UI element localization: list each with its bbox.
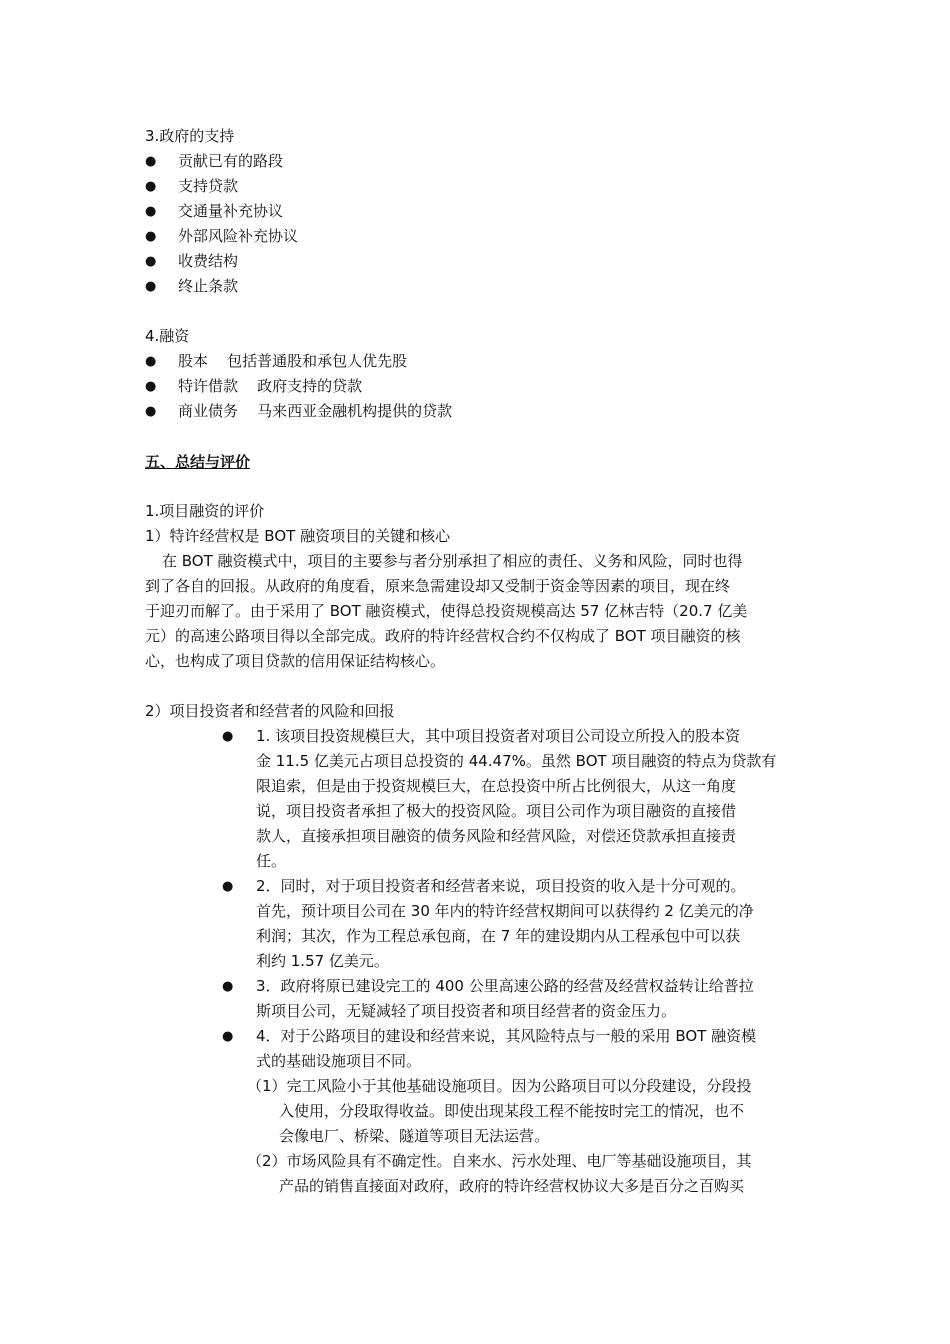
bullet-text-line: 3．政府将原已建设完工的 400 公里高速公路的经营及经营权益转让给普拉 (256, 977, 754, 995)
sub-item-line: 入使用，分段取得收益。即使出现某段工程不能按时完工的情况，也不 (279, 1102, 745, 1120)
paragraph-line: 元）的高速公路项目得以全部完成。政府的特许经营权合约不仅构成了 BOT 项目融资的核 (145, 627, 741, 645)
bullet-icon: ● (145, 404, 157, 419)
bullet-icon: ● (145, 229, 157, 244)
bullet-text-line: 式的基础设施项目不同。 (256, 1052, 422, 1070)
sub-item-line: （1）完工风险小于其他基础设施项目。因为公路项目可以分段建设，分段投 (247, 1077, 752, 1095)
section3-title: 3.政府的支持 (145, 127, 235, 145)
paragraph-line: 到了各自的回报。从政府的角度看，原来急需建设却又受制于资金等因素的项目，现在终 (145, 577, 731, 595)
point-title: 2）项目投资者和经营者的风险和回报 (145, 702, 395, 720)
bullet-text-line: 首先，预计项目公司在 30 年内的特许经营权期间可以获得约 2 亿美元的净 (256, 902, 754, 920)
bullet-text-line: 斯项目公司，无疑减轻了项目投资者和项目经营者的资金压力。 (256, 1002, 677, 1020)
bullet-text-line: 金 11.5 亿美元占项目总投资的 44.47%。虽然 BOT 项目融资的特点为贷款有 (256, 752, 777, 770)
bullet-text-line: 利润；其次，作为工程总承包商，在 7 年的建设期内从工程承包中可以获 (256, 927, 741, 945)
bullet-text-line: 1. 该项目投资规模巨大，其中项目投资者对项目公司设立所投入的股本资 (256, 727, 741, 745)
bullet-icon: ● (222, 729, 234, 744)
paragraph-line: 心，也构成了项目贷款的信用保证结构核心。 (145, 652, 446, 670)
bullet-text-line: 利约 1.57 亿美元。 (256, 952, 389, 970)
section3-item: 贡献已有的路段 (178, 152, 284, 170)
bullet-icon: ● (222, 1029, 234, 1044)
bullet-icon: ● (145, 379, 157, 394)
subsection-title: 1.项目融资的评价 (145, 502, 265, 520)
section3-item: 收费结构 (178, 252, 239, 270)
point-title: 1）特许经营权是 BOT 融资项目的关键和核心 (145, 527, 451, 545)
section4-item: 特许借款 政府支持的贷款 (178, 377, 363, 395)
bullet-icon: ● (145, 179, 157, 194)
bullet-text-line: 说，项目投资者承担了极大的投资风险。项目公司作为项目融资的直接借 (256, 802, 737, 820)
section3-item: 交通量补充协议 (178, 202, 284, 220)
bullet-icon: ● (145, 354, 157, 369)
paragraph-line: 在 BOT 融资模式中，项目的主要参与者分别承担了相应的责任、义务和风险，同时也得 (162, 552, 743, 570)
section3-item: 支持贷款 (178, 177, 239, 195)
bullet-icon: ● (145, 154, 157, 169)
paragraph-line: 于迎刃而解了。由于采用了 BOT 融资模式，使得总投资规模高达 57 亿林吉特（20.7 亿美 (145, 602, 748, 620)
section3-item: 终止条款 (178, 277, 239, 295)
bullet-icon: ● (222, 979, 234, 994)
section3-item: 外部风险补充协议 (178, 227, 299, 245)
bullet-icon: ● (145, 279, 157, 294)
bullet-icon: ● (222, 879, 234, 894)
bullet-text-line: 4．对于公路项目的建设和经营来说，其风险特点与一般的采用 BOT 融资模 (256, 1027, 757, 1045)
sub-item-line: 产品的销售直接面对政府，政府的特许经营权协议大多是百分之百购买 (279, 1177, 745, 1195)
bullet-text-line: 任。 (256, 852, 287, 870)
section4-title: 4.融资 (145, 327, 190, 345)
bullet-text-line: 2．同时，对于项目投资者和经营者来说，项目投资的收入是十分可观的。 (256, 877, 746, 895)
sub-item-line: 会像电厂、桥梁、隧道等项目无法运营。 (279, 1127, 550, 1145)
section5-heading: 五、总结与评价 (145, 453, 251, 471)
section4-item: 股本 包括普通股和承包人优先股 (178, 352, 408, 370)
section4-item: 商业债务 马来西亚金融机构提供的贷款 (178, 402, 453, 420)
bullet-text-line: 限追索，但是由于投资规模巨大，在总投资中所占比例很大，从这一角度 (256, 777, 737, 795)
bullet-icon: ● (145, 254, 157, 269)
sub-item-line: （2）市场风险具有不确定性。自来水、污水处理、电厂等基础设施项目，其 (247, 1152, 752, 1170)
bullet-icon: ● (145, 204, 157, 219)
bullet-text-line: 款人，直接承担项目融资的债务风险和经营风险，对偿还贷款承担直接责 (256, 827, 737, 845)
